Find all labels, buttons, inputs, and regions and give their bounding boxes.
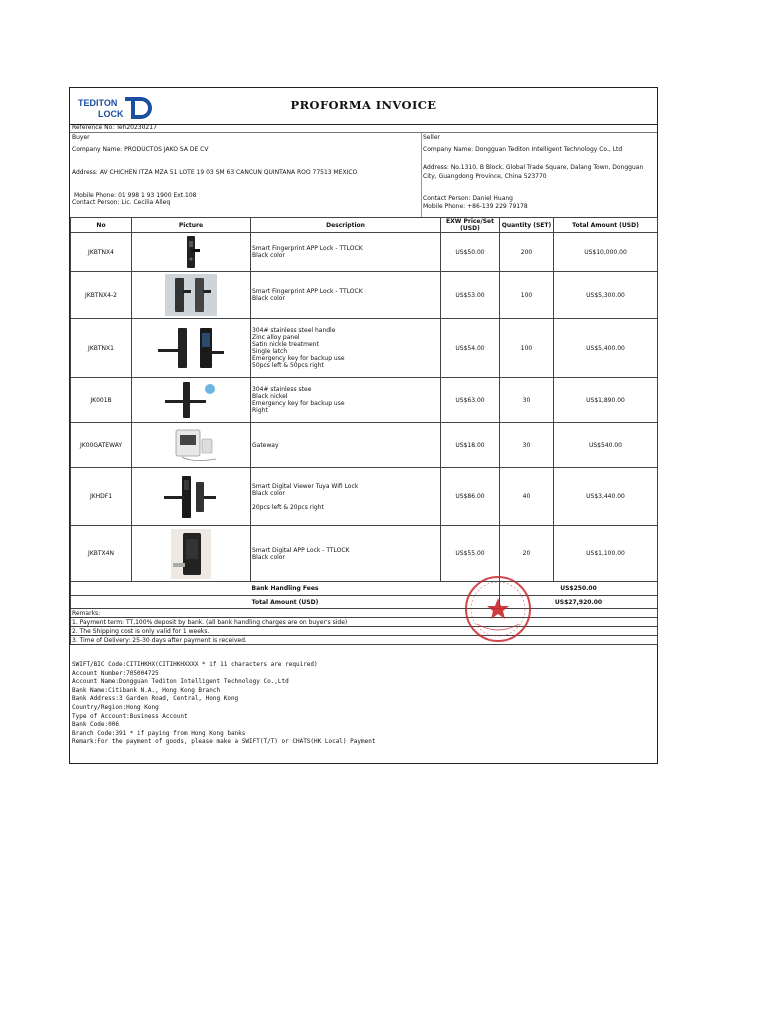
item-qty: 200	[500, 233, 554, 272]
table-row	[71, 423, 658, 468]
item-no: JKBTX4N	[71, 526, 132, 582]
item-total: US$1,100.00	[554, 526, 658, 582]
item-no: JKHDF1	[71, 468, 132, 526]
bank-line: SWIFT/BIC Code:CITIHKHX(CITIHKHXXXX * if 11 characters are required)	[72, 661, 318, 668]
deadbolt-lock-image	[171, 529, 211, 579]
item-no: JKBTNX1	[71, 319, 132, 378]
desc-line: Satin nickle treatment	[252, 341, 319, 348]
table-header-row	[71, 218, 658, 233]
bank-line: Account Number:705004725	[72, 669, 159, 677]
item-total: US$10,000.00	[554, 233, 658, 272]
reference-row: Reference No: Teh20230217	[70, 124, 657, 133]
desc-line: Zinc alloy panel	[252, 334, 300, 341]
desc-line: Smart Fingerprint APP Lock - TTLOCK	[252, 288, 363, 295]
item-description	[251, 423, 441, 468]
seller-contact: Contact Person: Daniel Huang	[423, 195, 513, 202]
item-qty: 30	[500, 378, 554, 423]
desc-line: 304# stainless steel handle	[252, 327, 336, 334]
smart-lock-pair-image	[165, 274, 217, 316]
bank-line: Country/Region:Hong Kong	[72, 703, 159, 711]
bank-line: Remark:For the payment of goods, please make a SWIFT(T/T) or CHATS(HK Local) Payment	[72, 738, 376, 746]
item-total: US$540.00	[554, 423, 658, 468]
buyer-contact: Contact Person: Lic. Cecilia Alleq	[72, 199, 171, 206]
item-price: US$53.00	[441, 272, 500, 319]
item-picture	[132, 378, 251, 423]
table-row	[71, 233, 658, 272]
item-description	[251, 378, 441, 423]
bank-line: Bank Address:3 Garden Road, Central, Hong Kong	[72, 695, 239, 703]
bank-line: Bank Code:006	[72, 721, 119, 729]
item-picture	[132, 468, 251, 526]
invoice-header	[70, 88, 657, 125]
item-price: US$18.00	[441, 423, 500, 468]
remarks-row	[71, 609, 658, 618]
bank-line: Branch Code:391 * if paying from Hong Kong banks	[72, 729, 246, 737]
table-row	[71, 319, 658, 378]
bank-fees-row	[71, 582, 658, 596]
item-price: US$54.00	[441, 319, 500, 378]
desc-line: 20pcs left & 20pcs right	[252, 503, 324, 511]
gateway-device-image	[162, 427, 220, 463]
bank-fees-label: Bank Handling Fees	[71, 582, 500, 596]
desc-line: 50pcs left & 50pcs right	[252, 362, 324, 369]
desc-line: Gateway	[252, 441, 279, 449]
item-qty: 100	[500, 319, 554, 378]
desc-line: Smart Digital APP Lock - TTLOCK	[252, 546, 350, 554]
buyer-label: Buyer	[72, 134, 90, 141]
bank-line: Account Name:Dongguan Tediton Intelligent Technology Co.,Ltd	[72, 678, 289, 686]
item-total: US$5,400.00	[554, 319, 658, 378]
item-picture	[132, 319, 251, 378]
desc-line: Right	[252, 407, 268, 414]
item-no: JKBTNX4-2	[71, 272, 132, 319]
invoice-sheet	[69, 87, 658, 764]
table-row	[71, 468, 658, 526]
item-description	[251, 233, 441, 272]
viewer-lock-image	[162, 474, 220, 520]
remark-item: 2. The Shipping cost is only valid for 1 weeks.	[71, 627, 658, 636]
item-qty: 20	[500, 526, 554, 582]
parties-divider	[421, 133, 422, 217]
item-total: US$3,440.00	[554, 468, 658, 526]
table-row	[71, 526, 658, 582]
item-no: JKBTNX4	[71, 233, 132, 272]
item-description	[251, 272, 441, 319]
desc-line: Single latch	[252, 348, 288, 355]
item-price: US$55.00	[441, 526, 500, 582]
buyer-address: Address: AV CHICHEN ITZA MZA 51 LOTE 19 03 SM 63 CANCUN QUINTANA ROO 77513 MEXICO	[72, 169, 358, 176]
col-header-no: No	[71, 218, 132, 233]
desc-line: Black color	[252, 252, 285, 259]
desc-spacer	[252, 497, 439, 504]
item-price: US$50.00	[441, 233, 500, 272]
lever-handle-lock-image	[163, 380, 219, 420]
item-total: US$5,300.00	[554, 272, 658, 319]
remark-item: 3. Time of Delivery: 25-30 days after payment is received.	[71, 636, 658, 645]
logo-text-top: TEDITON	[78, 98, 118, 108]
logo-text-bottom: LOCK	[98, 109, 124, 119]
remarks-row	[71, 618, 658, 627]
col-header-picture: Picture	[132, 218, 251, 233]
desc-line: Smart Fingerprint APP Lock - TTLOCK	[252, 245, 363, 252]
item-description	[251, 319, 441, 378]
parties-block	[70, 133, 657, 217]
total-label: Total Amount (USD)	[71, 596, 500, 609]
seller-address-line1: Address: No.1310, B Block, Global Trade Square, Dalang Town, Dongguan	[423, 164, 644, 171]
item-picture	[132, 526, 251, 582]
desc-line: Emergency key for backup use	[252, 355, 345, 362]
bank-fees-value: US$250.00	[500, 582, 658, 596]
desc-line: Black nickel	[252, 393, 288, 400]
desc-line: Emergency key for backup use	[252, 400, 345, 407]
company-seal-stamp	[463, 574, 533, 644]
desc-line: Black color	[252, 295, 285, 302]
seller-phone: Mobile Phone: +86-139 229 79178	[423, 203, 528, 210]
item-picture	[132, 233, 251, 272]
item-qty: 40	[500, 468, 554, 526]
total-value: US$27,920.00	[500, 596, 658, 609]
item-picture	[132, 423, 251, 468]
remarks-row	[71, 627, 658, 636]
bank-line: Bank Name:Citibank N.A., Hong Kong Branch	[72, 686, 221, 694]
item-description	[251, 468, 441, 526]
items-table	[70, 217, 658, 645]
col-header-description: Description	[251, 218, 441, 233]
seller-company: Company Name: Dongguan Tediton Intelligent Technology Co., Ltd	[423, 146, 623, 153]
desc-line: 304# stainless stee	[252, 386, 312, 393]
buyer-company: Company Name: PRODUCTOS JAKO SA DE CV	[72, 146, 209, 153]
desc-line: Black color	[252, 489, 285, 497]
invoice-title: PROFORMA INVOICE	[290, 98, 437, 112]
col-header-total: Total Amount (USD)	[554, 218, 658, 233]
item-picture	[132, 272, 251, 319]
seller-address-line2: City, Guangdong Province, China 523770	[423, 173, 547, 180]
item-no: JK00GATEWAY	[71, 423, 132, 468]
table-row	[71, 272, 658, 319]
remarks-label: Remarks:	[71, 609, 658, 618]
total-row	[71, 596, 658, 609]
item-total: US$1,890.00	[554, 378, 658, 423]
bank-line: Type of Account:Business Account	[72, 712, 188, 720]
table-row	[71, 378, 658, 423]
desc-line: Black color	[252, 553, 285, 561]
bank-info	[72, 661, 375, 747]
desc-line: Smart Digital Viewer Tuya Wifi Lock	[252, 482, 359, 490]
item-no: JK001B	[71, 378, 132, 423]
col-header-quantity: Quantity (SET)	[500, 218, 554, 233]
item-qty: 100	[500, 272, 554, 319]
lever-handle-lock-image	[156, 325, 226, 371]
smart-lock-black-image	[181, 235, 201, 269]
item-price: US$63.00	[441, 378, 500, 423]
remark-item: 1. Payment term: TT,100% deposit by bank. (all bank handling charges are on buyer's side)	[71, 618, 658, 627]
remarks-row	[71, 636, 658, 645]
col-header-price: EXW Price/Set (USD)	[441, 218, 500, 233]
item-description	[251, 526, 441, 582]
buyer-phone: Mobile Phone: 01 998 1 93 1900 Ext.108	[74, 192, 197, 199]
item-qty: 30	[500, 423, 554, 468]
seller-label: Seller	[423, 134, 440, 141]
item-price: US$86.00	[441, 468, 500, 526]
